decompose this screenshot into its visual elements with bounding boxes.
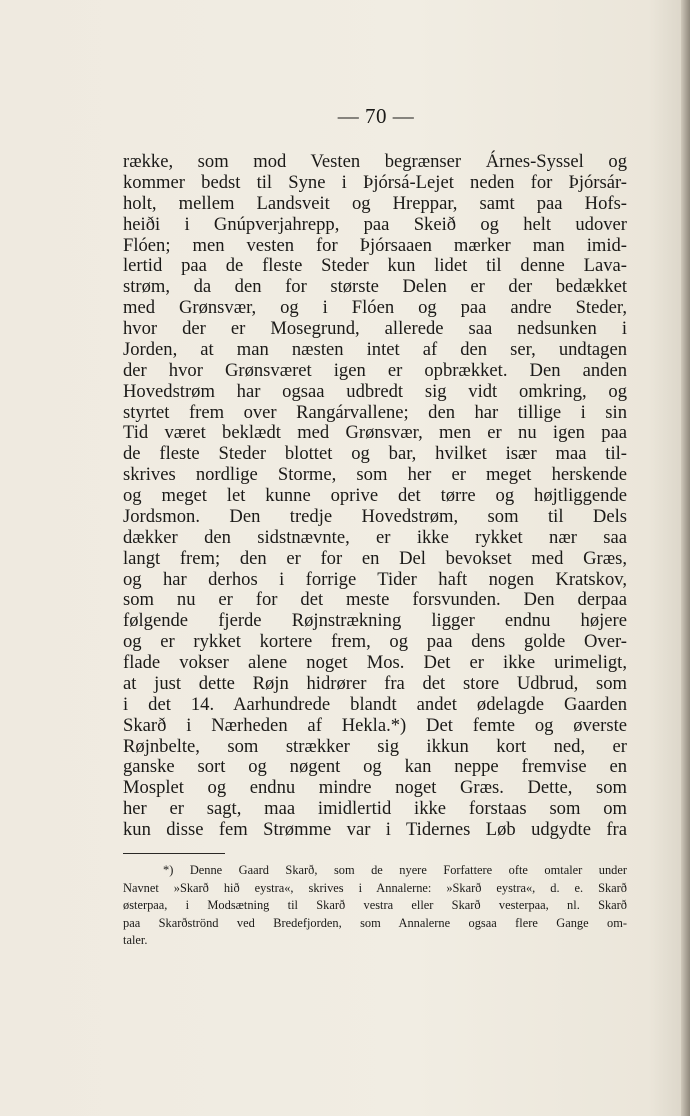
text-line: Hovedstrøm har ogsaa udbredt sig vidt omkring, og [123,380,627,402]
text-line: følgende fjerde Røjnstrækning ligger endnu højere [123,610,627,632]
text-line: Jordsmon. Den tredje Hovedstrøm, som til Dels [123,505,627,527]
text-line: Jorden, at man næsten intet af den ser, undtagen [123,338,627,360]
text-line: heiði i Gnúpverjahrepp, paa Skeið og helt udover [123,213,627,235]
text-line: Flóen; men vesten for Þjórsaaen mærker man imid- [123,234,627,256]
text-line: her er sagt, maa imidlertid ikke forstaas som om [123,798,627,820]
text-line: de fleste Steder blottet og bar, hvilket især maa til- [123,443,627,465]
text-line: flade vokser alene noget Mos. Det er ikke urimeligt, [123,652,627,673]
text-line: række, som mod Vesten begrænser Árnes-Syssel og [123,151,627,172]
footnote-line: østerpaa, i Modsætning til Skarð vestra eller Skarð vesterpaa, nl. Skarð [123,898,627,913]
footnote-line: Navnet »Skarð hið eystra«, skrives i Annalerne: »Skarð eystra«, d. e. Skarð [123,880,627,895]
text-line: Skarð i Nærheden af Hekla.*) Det femte og øverste [123,714,627,736]
text-line: med Grønsvær, og i Flóen og paa andre Steder, [123,297,627,319]
text-line: Mosplet og endnu mindre noget Græs. Dette, som [123,777,627,799]
footnote [123,862,627,950]
text-line: lertid paa de fleste Steder kun lidet til denne Lava- [123,255,627,277]
text-line: som nu er for det meste forsvunden. Den derpaa [123,589,627,611]
text-line: hvor der er Mosegrund, allerede saa nedsunken i [123,318,627,339]
footnote-divider [123,853,225,854]
text-line: Tid været beklædt med Grønsvær, men er nu igen paa [123,422,627,444]
page-number: — 70 — [337,104,415,128]
text-line: og meget let kunne oprive det tørre og højtliggende [123,485,627,506]
text-line: holt, mellem Landsveit og Hreppar, samt paa Hofs- [123,192,627,214]
text-line: skrives nordlige Storme, som her er meget herskende [123,464,627,486]
body-text [123,152,627,841]
text-line: langt frem; den er for en Del bevokset med Græs, [123,547,627,569]
text-line: ganske sort og nøgent og kan neppe fremvise en [123,756,627,778]
text-line: kommer bedst til Syne i Þjórsá-Lejet neden for Þjórsár- [123,171,627,193]
page-edge-shadow [681,0,690,1116]
text-line: kun disse fem Strømme var i Tidernes Løb udgydte fra [123,819,627,840]
text-line: strøm, da den for største Delen er der bedækket [123,276,627,298]
footnote-line: paa Skarðströnd ved Bredefjorden, som Annalerne ogsaa flere Gange om- [123,915,627,930]
footnote-line: taler. [123,933,148,948]
text-line: styrtet frem over Rangárvallene; den har tillige i sin [123,401,627,423]
text-line: dækker den sidstnævnte, er ikke rykket nær saa [123,526,627,548]
text-line: og har derhos i forrige Tider haft nogen Kratskov, [123,568,627,590]
text-line: i det 14. Aarhundrede blandt andet ødelagde Gaarden [123,693,627,715]
footnote-line: *) Denne Gaard Skarð, som de nyere Forfattere ofte omtaler under [163,863,627,877]
text-line: Røjnbelte, som strækker sig ikkun kort ned, er [123,735,627,757]
text-line: der hvor Grønsværet igen er opbrækket. Den anden [123,359,627,381]
text-line: at just dette Røjn hidrører fra det store Udbrud, som [123,672,627,694]
text-line: og er rykket kortere frem, og paa dens golde Over- [123,631,627,653]
